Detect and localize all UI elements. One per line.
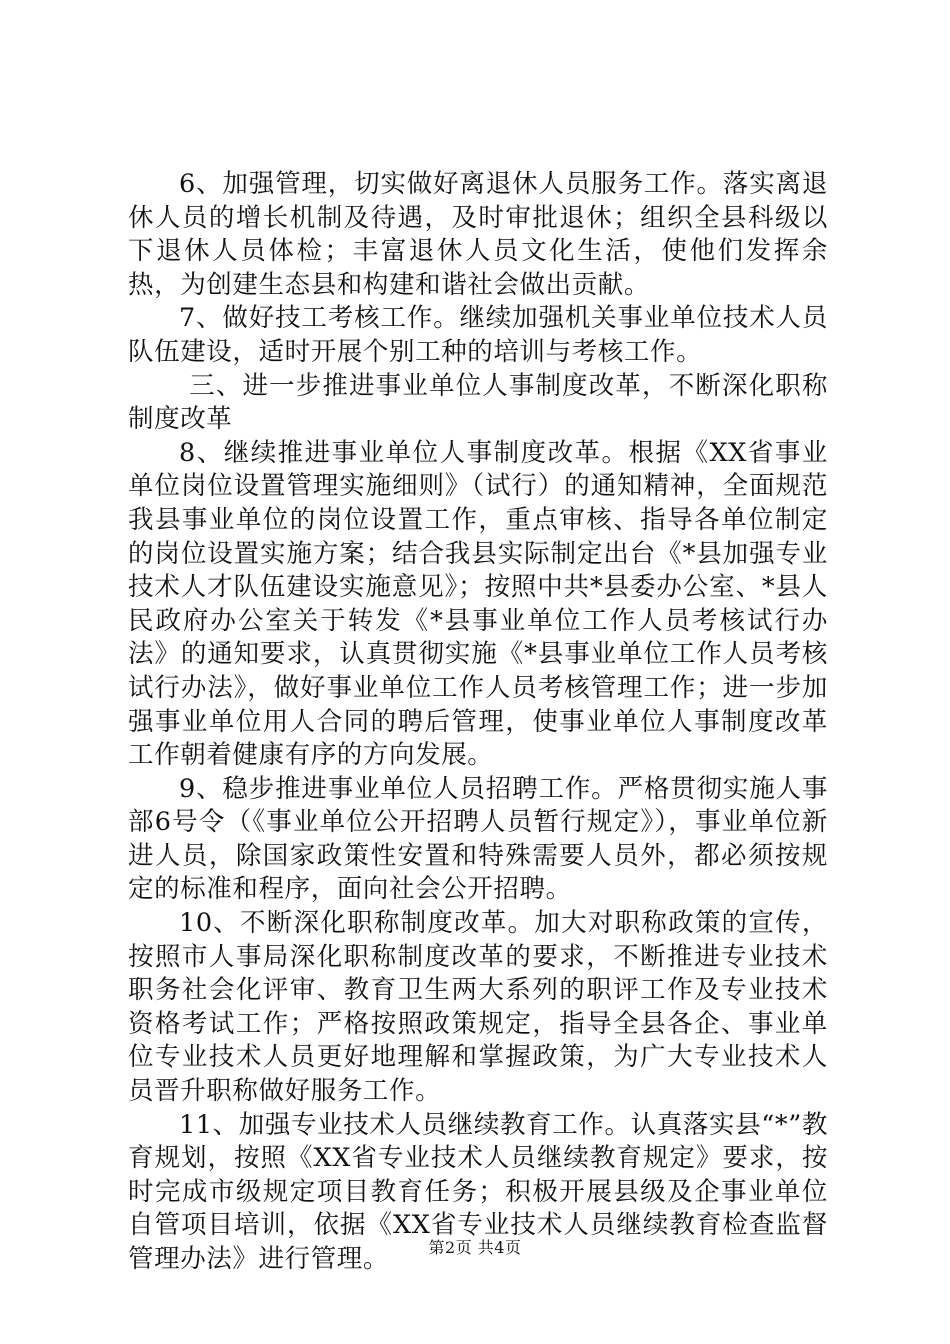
document-body [128, 168, 828, 1277]
paragraph-item-11: 11、加强专业技术人员继续教育工作。认真落实县“*”教育规划，按照《XX省专业技术人员继续教育规定》要求，按时完成市级规定项目教育任务；积极开展县级及企事业单位自管项目培训，依据《XX省专业技术人员继续教育检查监督管理办法》进行管理。 [128, 1109, 828, 1274]
paragraph-item-6: 6、加强管理，切实做好离退休人员服务工作。落实离退休人员的增长机制及待遇，及时审批退休；组织全县科级以下退休人员体检；丰富退休人员文化生活，使他们发挥余热，为创建生态县和构建和谐社会做出贡献。 [128, 169, 828, 300]
paragraph-item-8: 8、继续推进事业单位人事制度改革。根据《XX省事业单位岗位设置管理实施细则》（试行）的通知精神，全面规范我县事业单位的岗位设置工作，重点审核、指导各单位制定的岗位设置实施方案；结合我县实际制定出台《*县加强专业技术人才队伍建设实施意见》；按照中共*县委办公室、*县人民政府办公室关于转发《*县事业单位工作人员考核试行办法》的通知要求，认真贯彻实施《*县事业单位工作人员考核试行办法》，做好事业单位工作人员考核管理工作；进一步加强事业单位用人合同的聘后管理，使事业单位人事制度改革工作朝着健康有序的方向发展。 [128, 437, 828, 771]
section-heading-3: 三、进一步推进事业单位人事制度改革，不断深化职称制度改革 [128, 370, 828, 435]
paragraph-item-9: 9、稳步推进事业单位人员招聘工作。严格贯彻实施人事部6号令（《事业单位公开招聘人员暂行规定》），事业单位新进人员，除国家政策性安置和特殊需要人员外，都必须按规定的标准和程序，面向社会公开招聘。 [128, 773, 828, 905]
page-number-footer: 第2页 共4页 [428, 1238, 522, 1257]
paragraph-item-7: 7、做好技工考核工作。继续加强机关事业单位技术人员队伍建设，适时开展个别工种的培训与考核工作。 [128, 303, 828, 367]
paragraph-item-10: 10、不断深化职称制度改革。加大对职称政策的宣传，按照市人事局深化职称制度改革的要求，不断推进专业技术职务社会化评审、教育卫生两大系列的职评工作及专业技术资格考试工作；严格按照政策规定，指导全县各企、事业单位专业技术人员更好地理解和掌握政策，为广大专业技术人员晋升职称做好服务工作。 [128, 908, 828, 1107]
